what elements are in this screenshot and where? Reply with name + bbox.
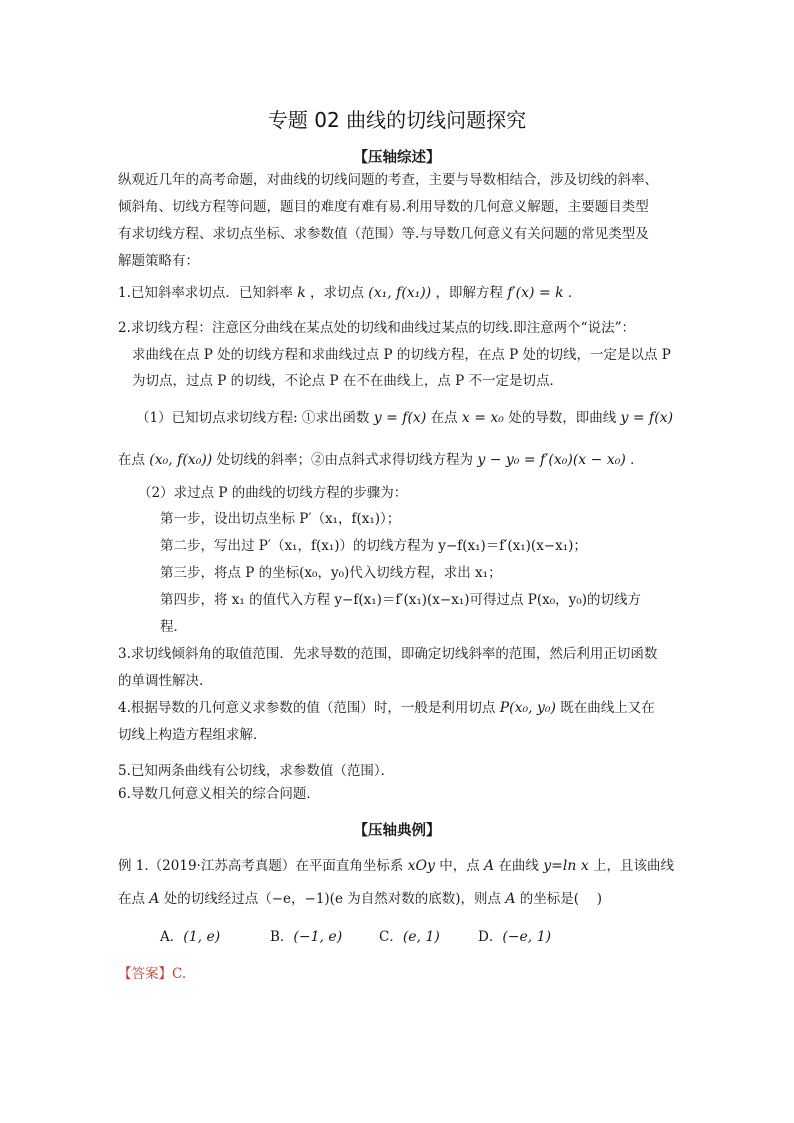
text: 在点 <box>118 891 145 907</box>
option-b <box>270 927 342 947</box>
text: 在曲线 <box>498 858 539 874</box>
step-line: 第三步，将点 P 的坐标(x₀，y₀)代入切线方程，求出 x₁； <box>160 565 502 581</box>
step-line: 第一步，设出切点坐标 P′（x₁，f(x₁)）； <box>160 511 401 527</box>
strategy-item-2-2: （2）求过点 P 的曲线的切线方程的步骤为： <box>138 485 408 501</box>
text: （1）已知切点求切线方程: ①求出函数 <box>136 410 370 426</box>
math: f′(x) = k <box>507 285 564 301</box>
text: 4.根据导数的几何意义求参数的值（范围）时，一般是利用切点 <box>118 700 496 716</box>
math: A <box>149 891 160 907</box>
strategy-item-2-1-cont <box>118 450 644 470</box>
option-value: (−1, e) <box>293 929 343 945</box>
intro-line: 解题策略有： <box>118 253 199 269</box>
math: x = x₀ <box>461 410 504 426</box>
text: 处的切线经过点（−e，−1)(e 为自然对数的底数)，则点 <box>163 891 502 907</box>
strategy-item-3-line: 的单调性解决． <box>118 673 213 689</box>
section-heading-summary: 【压轴综述】 <box>353 150 441 166</box>
strategy-item-4-line: 切线上构造方程组求解． <box>118 727 267 743</box>
math: y = f(x) <box>620 410 674 426</box>
option-c <box>379 927 440 947</box>
text: 上，且该曲线 <box>593 858 675 874</box>
example-1-line <box>118 889 602 909</box>
section-heading-examples: 【压轴典例】 <box>353 823 441 839</box>
intro-line: 倾斜角、切线方程等问题，题目的难度有难有易.利用导数的几何意义解题，主要题目类型 <box>118 199 649 215</box>
strategy-item-5: 5.已知两条曲线有公切线，求参数值（范围）． <box>118 763 395 779</box>
intro-line: 纵观近几年的高考命题，对曲线的切线问题的考查，主要与导数相结合，涉及切线的斜率、 <box>118 172 658 188</box>
step-line: 第二步，写出过 P′（x₁，f(x₁)）的切线方程为 y−f(x₁)＝f′(x₁)(x−x₁)； <box>160 538 587 554</box>
strategy-item-2-line: 求曲线在点 P 处的切线方程和求曲线过点 P 的切线方程，在点 P 处的切线，一定是以点 P <box>132 347 671 363</box>
text: 的坐标是( ) <box>519 891 603 907</box>
text: 1.已知斜率求切点．已知斜率 <box>118 285 293 301</box>
intro-line: 有求切线方程、求切点坐标、求参数值（范围）等.与导数几何意义有关问题的常见类型及 <box>118 226 649 242</box>
math: y − y₀ = f′(x₀)(x − x₀) <box>477 452 626 468</box>
answer-label: 【答案】C. <box>118 966 187 982</box>
strategy-item-4 <box>118 698 655 718</box>
text: 处切线的斜率；②由点斜式求得切线方程为 <box>216 452 474 468</box>
math: A <box>484 858 495 874</box>
strategy-item-2: 2.求切线方程：注意区分曲线在某点处的切线和曲线过某点的切线.即注意两个“说法”： <box>118 320 635 336</box>
math: xOy <box>407 858 435 874</box>
strategy-item-2-1 <box>136 408 673 428</box>
text: 既在曲线上又在 <box>560 700 655 716</box>
step-line: 第四步，将 x₁ 的值代入方程 y−f(x₁)＝f′(x₁)(x−x₁)可得过点 P(x₀，y₀)的切线方 <box>160 592 641 608</box>
option-a <box>160 927 220 947</box>
text: ． <box>630 452 644 468</box>
math: (x₁, f(x₁)) <box>368 285 432 301</box>
math: (x₀, f(x₀)) <box>149 452 213 468</box>
option-d <box>478 927 551 947</box>
step-line: 程． <box>160 619 187 635</box>
page-title: 专题 02 曲线的切线问题探究 <box>267 108 527 132</box>
math: k <box>297 285 306 301</box>
option-value: (e, 1) <box>402 929 440 945</box>
strategy-item-1 <box>118 283 581 303</box>
strategy-item-3: 3.求切线倾斜角的取值范围．先求导数的范围，即确定切线斜率的范围，然后利用正切函数 <box>118 646 658 662</box>
text: ． <box>567 285 582 301</box>
option-letter: A． <box>160 929 184 945</box>
option-letter: C． <box>379 929 403 945</box>
text: 中，点 <box>439 858 480 874</box>
math: y = f(x) <box>373 410 427 426</box>
strategy-item-2-line: 为切点，过点 P 的切线，不论点 P 在不在曲线上，点 P 不一定是切点． <box>132 373 563 389</box>
math: P(x₀, y₀) <box>499 700 556 716</box>
strategy-item-6: 6.导数几何意义相关的综合问题． <box>118 786 320 802</box>
math: A <box>505 891 516 907</box>
math: y=ln x <box>543 858 589 874</box>
example-1-line <box>118 856 674 876</box>
option-letter: B． <box>270 929 294 945</box>
text: 在点 <box>118 452 145 468</box>
text: 处的导数，即曲线 <box>508 410 617 426</box>
text: ，求切点 <box>309 285 364 301</box>
text: 例 1.（2019·江苏高考真题）在平面直角坐标系 <box>118 858 404 874</box>
text: ，即解方程 <box>435 285 504 301</box>
text: 在点 <box>430 410 458 426</box>
option-value: (1, e) <box>183 929 221 945</box>
option-letter: D． <box>478 929 503 945</box>
option-value: (−e, 1) <box>502 929 552 945</box>
